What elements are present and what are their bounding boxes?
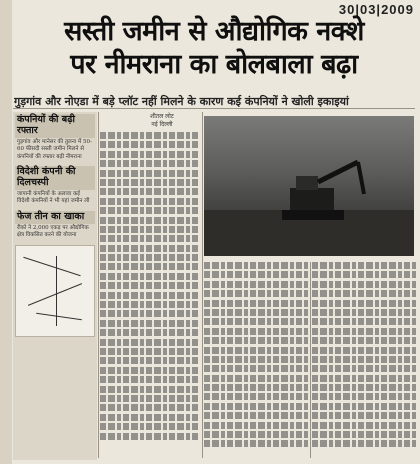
sidebar-box-2-text: जापानी कंपनियों के अलावा कई विदेशी कंपनियों ने भी यहां जमीन ली <box>17 190 90 205</box>
article-column-2 <box>204 262 308 458</box>
headline-line-2: पर नीमराना का बोलबाला बढ़ा <box>70 49 358 80</box>
column-rule-1 <box>98 112 99 458</box>
map-graphic <box>15 245 95 337</box>
divider <box>13 108 415 109</box>
sidebar-box-2-title: विदेशी कंपनी की दिलचस्पी <box>15 166 95 190</box>
sidebar-box-3-title: फेज तीन का खाका <box>15 211 95 224</box>
sidebar-box-2 <box>15 166 95 207</box>
byline-place: नई दिल्ली <box>151 120 173 128</box>
sidebar-box-3 <box>15 211 95 241</box>
column-rule-3 <box>310 262 311 458</box>
construction-photo <box>204 116 414 256</box>
column-rule-2 <box>202 112 203 458</box>
excavator-icon <box>260 154 370 224</box>
page-edge-strip <box>0 0 12 464</box>
sidebar-box-1 <box>15 114 95 162</box>
subheadline: गुड़गांव और नोएडा में बड़े प्लॉट नहीं मिलने के कारण कई कंपनियों ने खोली इकाइयां <box>14 95 349 108</box>
byline-author: शीतल लोट <box>150 113 174 120</box>
sidebar-box-3-text: रीको ने 2,000 एकड़ पर औद्योगिक क्षेत्र विकसित करने की योजना <box>17 224 89 239</box>
sidebar-box-1-title: कंपनियों की बढ़ी रफ्तार <box>15 114 95 138</box>
headline-line-1: सस्ती जमीन से औद्योगिक नक्शे <box>64 16 364 47</box>
date-stamp: 30|03|2009 <box>338 2 414 17</box>
headline <box>14 18 414 78</box>
article-column-1 <box>100 132 200 458</box>
byline <box>110 113 214 129</box>
sidebar <box>13 112 97 460</box>
sidebar-box-1-text: गुड़गांव और मानेसर की तुलना में 50-60 फीसदी सस्ती जमीन मिलने से कंपनियों की रफ्तार बढ़ी नीमराना <box>17 138 92 160</box>
article-column-3 <box>312 262 416 458</box>
